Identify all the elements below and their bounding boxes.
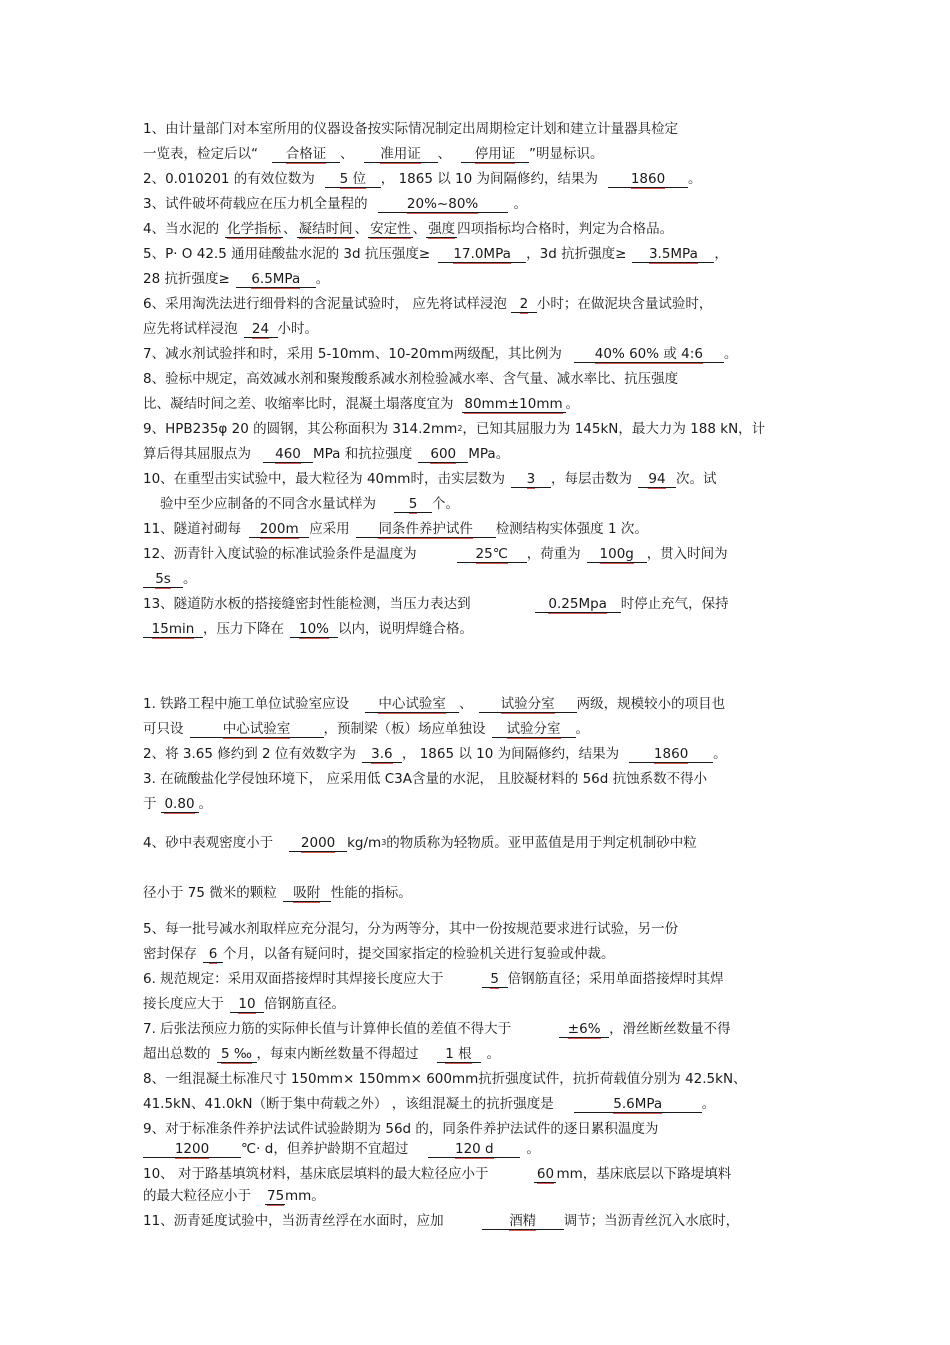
s2-q6-line2: 接长度应大于 10 倍钢筋直径。 bbox=[143, 996, 345, 1012]
answer-blank: 10% bbox=[290, 621, 338, 638]
s1-q5-line2: 28 抗折强度≥ 6.5MPa 。 bbox=[143, 271, 330, 287]
s1-q6-line1: 6、采用淘洗法进行细骨料的含泥量试验时， 应先将试样浸泡 2 小时；在做泥块含量试验时， bbox=[143, 296, 713, 312]
answer-blank: 6.5MPa bbox=[236, 271, 316, 288]
answer-blank: 1200 bbox=[143, 1141, 241, 1158]
s2-q9-line1: 9、对于标准条件养护法试件试验龄期为 56d 的，同条件养护法试件的逐日累积温度为 bbox=[143, 1121, 659, 1137]
s2-q11: 11、沥青延度试验中，当沥青丝浮在水面时，应加 酒精 调节；当沥青丝沉入水底时， bbox=[143, 1213, 740, 1229]
answer-blank: 2 bbox=[511, 296, 537, 313]
s2-q3-line2: 于 0.80 。 bbox=[143, 796, 212, 812]
answer-blank: 停用证 bbox=[461, 146, 529, 163]
answer-blank: 5 位 bbox=[325, 171, 381, 188]
s2-q5-line1: 5、每一批号减水剂取样应充分混匀，分为两等分，其中一份按规范要求进行试验，另一份 bbox=[143, 921, 679, 937]
answer-blank: 100g bbox=[587, 546, 647, 563]
s1-q2: 2、0.010201 的有效位数为 5 位 ， 1865 以 10 为间隔修约，结果为 1860 。 bbox=[143, 171, 702, 187]
answer-blank: 40% 60% 或 4:6 bbox=[574, 346, 724, 363]
s1-q8-line2: 比、凝结时间之差、收缩率比时，混凝土塌落度宜为 80mm±10mm 。 bbox=[143, 396, 579, 412]
answer-blank: 1860 bbox=[629, 746, 713, 763]
answer-blank: 75 bbox=[267, 1188, 285, 1204]
answer-blank: 24 bbox=[244, 321, 278, 338]
answer-blank: 试验分室 bbox=[492, 721, 576, 738]
answer-blank: 3.6 bbox=[362, 746, 402, 763]
answer-blank: 3.5MPa bbox=[632, 246, 714, 263]
s2-q10-line1: 10、 对于路基填筑材料，基床底层填料的最大粒径应小于 60 mm，基床底层以下路堤填料 bbox=[143, 1166, 732, 1182]
s2-q1-line2: 可只设 中心试验室 ，预制梁（板）场应单独设 试验分室 。 bbox=[143, 721, 589, 737]
answer-blank: 强度 bbox=[428, 221, 456, 237]
answer-blank: 25℃ bbox=[457, 546, 527, 563]
s1-q10-line1: 10、在重型击实试验中，最大粒径为 40mm时，击实层数为 3 ，每层击数为 94 次。试 bbox=[143, 471, 717, 487]
answer-blank: 20%~80% bbox=[378, 196, 508, 213]
question-text: 1、由计量部门对本室所用的仪器设备按实际情况制定出周期检定计划和建立计量器具检定 bbox=[143, 121, 679, 137]
answer-blank: 准用证 bbox=[364, 146, 438, 163]
answer-blank: 0.25Mpa bbox=[535, 596, 621, 613]
s1-q9-line2: 算后得其屈服点为 460 MPa 和抗拉强度 600 MPa。 bbox=[143, 446, 510, 462]
s1-q4: 4、当水泥的 化学指标 、 凝结时间 、 安定性 、 强度 四项指标均合格时，判定为合格品。 bbox=[143, 221, 674, 237]
answer-blank: 80mm±10mm bbox=[462, 396, 566, 413]
answer-blank: 3 bbox=[511, 471, 551, 488]
s2-q1-line1: 1. 铁路工程中施工单位试验室应设 中心试验室 、 试验分室 两级，规模较小的项目也 bbox=[143, 696, 726, 712]
s2-q6-line1: 6. 规范规定：采用双面搭接焊时其焊接长度应大于 5 倍钢筋直径；采用单面搭接焊时其焊 bbox=[143, 971, 724, 987]
s1-q1-line1 bbox=[143, 120, 678, 138]
s1-q11: 11、隧道衬砌每 200m 应采用 同条件养护试件 检测结构实体强度 1 次。 bbox=[143, 521, 648, 537]
answer-blank: 600 bbox=[418, 446, 468, 463]
answer-blank: 酒精 bbox=[482, 1213, 564, 1230]
answer-blank: 5.6MPa bbox=[574, 1096, 702, 1113]
s1-q5-line1: 5、P· O 42.5 通用硅酸盐水泥的 3d 抗压强度≥ 17.0MPa ，3d 抗折强度≥ 3.5MPa ， bbox=[143, 246, 728, 262]
answer-blank: 120 d bbox=[428, 1141, 520, 1158]
answer-blank: 吸附 bbox=[283, 885, 331, 902]
answer-blank: 2000 bbox=[289, 835, 347, 852]
answer-blank: 试验分室 bbox=[479, 696, 577, 713]
answer-blank: 6 bbox=[203, 946, 223, 963]
s1-q12-line2: 5s 。 bbox=[143, 570, 197, 588]
s1-q1-line2: 一览表，检定后以“ 合格证 、 准用证 、 停用证 ”明显标识。 bbox=[143, 146, 604, 162]
answer-blank: 5 bbox=[482, 971, 508, 988]
answer-blank: 15min bbox=[143, 621, 203, 638]
s1-q9-line1: 9、HPB235φ 20 的圆钢，其公称面积为 $314.2mm^2$，已知其屈服力为 145kN，最大力为 188 kN，计 bbox=[143, 421, 766, 437]
s2-q8-line2: 41.5kN、41.0kN（断于集中荷载之外） ，该组混凝土的抗折强度是 5.6MPa 。 bbox=[143, 1096, 716, 1112]
s1-q12-line1: 12、沥青针入度试验的标准试验条件是温度为 25℃ ，荷重为 100g ，贯入时间为 bbox=[143, 546, 728, 562]
answer-blank: ±6% bbox=[559, 1021, 609, 1038]
answer-blank: 5 bbox=[394, 496, 432, 513]
s1-q7: 7、减水剂试验拌和时，采用 5-10mm、10-20mm两级配，其比例为 40% 60% 或 4:6 。 bbox=[143, 346, 738, 362]
s2-q3-line1: 3. 在硫酸盐化学侵蚀环境下， 应采用低 C3A含量的水泥， 且胶凝材料的 56d 抗蚀系数不得小 bbox=[143, 771, 708, 787]
answer-blank: 5s bbox=[143, 571, 183, 588]
s1-q13-line2: 15min ，压力下降在 10% 以内，说明焊缝合格。 bbox=[143, 620, 473, 638]
answer-blank: 化学指标 bbox=[227, 221, 282, 237]
s2-q2: 2、将 3.65 修约到 2 位有效数字为 3.6 ， 1865 以 10 为间隔修约，结果为 1860 。 bbox=[143, 746, 727, 762]
answer-blank: 60 bbox=[534, 1166, 556, 1183]
answer-blank: 合格证 bbox=[272, 146, 340, 163]
answer-blank: 中心试验室 bbox=[190, 721, 324, 738]
answer-blank: 200m bbox=[249, 521, 309, 538]
s2-q5-line2: 密封保存 6 个月，以备有疑问时，提交国家指定的检验机关进行复验或仲裁。 bbox=[143, 946, 615, 962]
s2-q10-line2: 的最大粒径应小于 75mm。 bbox=[143, 1188, 325, 1204]
s2-q4-line2: 径小于 75 微米的颗粒 吸附 性能的指标。 bbox=[143, 885, 412, 901]
s1-q3: 3、试件破坏荷载应在压力机全量程的 20%~80% 。 bbox=[143, 196, 528, 212]
s1-q6-line2: 应先将试样浸泡 24 小时。 bbox=[143, 321, 318, 337]
s2-q4-line1: 4、砂中表观密度小于 2000 $kg/m^3$的物质称为轻物质。亚甲蓝值是用于判定机制砂中粒 bbox=[143, 835, 697, 851]
answer-blank: 同条件养护试件 bbox=[356, 521, 496, 538]
answer-blank: 0.80 bbox=[161, 796, 199, 813]
s1-q8-line1: 8、验标中规定，高效减水剂和聚羧酸系减水剂检验减水率、含气量、减水率比、抗压强度 bbox=[143, 371, 679, 387]
answer-blank: 凝结时间 bbox=[298, 221, 353, 237]
question-text: 一览表，检定后以“ bbox=[143, 146, 258, 162]
answer-blank: 安定性 bbox=[370, 221, 411, 237]
answer-blank: 5 ‰ bbox=[217, 1046, 257, 1063]
s2-q9-line2: 1200 ℃· d，但养护龄期不宜超过 120 d 。 bbox=[143, 1140, 540, 1158]
s2-q7-line1: 7. 后张法预应力筋的实际伸长值与计算伸长值的差值不得大于 ±6% ，滑丝断丝数量不得 bbox=[143, 1021, 731, 1037]
s1-q13-line1: 13、隧道防水板的搭接缝密封性能检测，当压力表达到 0.25Mpa 时停止充气，保持 bbox=[143, 596, 729, 612]
answer-blank: 中心试验室 bbox=[365, 696, 459, 713]
answer-blank: 17.0MPa bbox=[438, 246, 526, 263]
s1-q10-line2: 验中至少应制备的不同含水量试样为 5 个。 bbox=[160, 496, 459, 512]
answer-blank: 94 bbox=[638, 471, 676, 488]
s2-q7-line2: 超出总数的 5 ‰ ，每束内断丝数量不得超过 1 根 。 bbox=[143, 1046, 500, 1062]
answer-blank: 1860 bbox=[608, 171, 688, 188]
answer-blank: 1 根 bbox=[437, 1046, 481, 1063]
answer-blank: 460 bbox=[263, 446, 313, 463]
answer-blank: 10 bbox=[230, 996, 264, 1013]
s2-q8-line1: 8、一组混凝土标准尺寸 150mm× 150mm× 600mm抗折强度试件，抗折荷载值分别为 42.5kN、 bbox=[143, 1071, 747, 1087]
